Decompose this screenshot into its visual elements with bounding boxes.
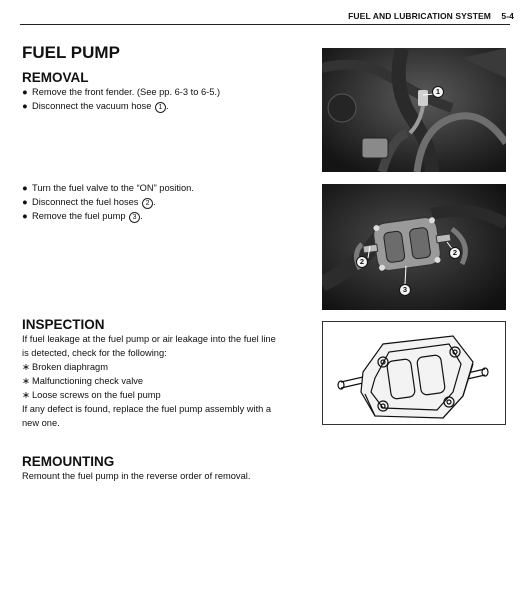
step-text: Remove the front fender. (See pp. 6-3 to 6-5.): [32, 87, 221, 97]
inspection-heading: INSPECTION: [22, 317, 105, 332]
callout-number: 1: [432, 86, 444, 98]
fuel-pump-drawing: [322, 321, 506, 425]
bullet: ●: [22, 101, 28, 111]
paragraph-line: is detected, check for the following:: [22, 348, 167, 358]
check-item: [22, 360, 314, 374]
header-rule: [20, 24, 510, 25]
step-text: Disconnect the vacuum hose: [32, 101, 154, 111]
photo-fuel-pump-installed: [322, 184, 506, 310]
page-title: FUEL PUMP: [22, 43, 120, 62]
photo-vacuum-hose-image: [322, 48, 506, 172]
list-item: ● Disconnect the fuel hoses 2 .: [22, 197, 156, 207]
step-text: Turn the fuel valve to the “ON” position.: [32, 183, 194, 193]
inspection-section: [22, 318, 314, 430]
bullet: ∗: [22, 390, 30, 400]
list-item: [22, 181, 314, 195]
callout-number: 2: [356, 256, 368, 268]
check-text: Loose screws on the fuel pump: [32, 390, 161, 400]
photo-fuel-pump-image: [322, 184, 506, 310]
list-item: ● Remove the fuel pump 3 .: [22, 211, 143, 221]
page-title-block: [22, 43, 314, 63]
ref-number: 2: [142, 198, 153, 209]
check-text: Malfunctioning check valve: [32, 376, 144, 386]
bullet: ●: [22, 87, 28, 97]
callout-number: 2: [449, 247, 461, 259]
bullet: ∗: [22, 376, 30, 386]
paragraph-line: Remount the fuel pump in the reverse order of removal.: [22, 471, 251, 481]
ref-number: 3: [129, 212, 140, 223]
photo-vacuum-hose: [322, 48, 506, 172]
remounting-heading: REMOUNTING: [22, 454, 115, 469]
header-section-title: FUEL AND LUBRICATION SYSTEM: [348, 11, 491, 21]
bullet: ●: [22, 211, 28, 221]
removal-heading: REMOVAL: [22, 70, 89, 85]
callout-number: 3: [399, 284, 411, 296]
paragraph-line: If fuel leakage at the fuel pump or air leakage into the fuel line: [22, 334, 276, 344]
paragraph-line: new one.: [22, 418, 60, 428]
removal-section: [22, 71, 314, 113]
check-item: [22, 388, 314, 402]
step-text: Disconnect the fuel hoses: [32, 197, 142, 207]
paragraph-line: If any defect is found, replace the fuel pump assembly with a: [22, 404, 272, 414]
bullet: ●: [22, 183, 28, 193]
fuel-pump-line-drawing: [323, 322, 505, 424]
removal-steps-continued: [22, 181, 314, 223]
bullet: ∗: [22, 362, 30, 372]
list-item: [22, 85, 314, 99]
step-text: Remove the fuel pump: [32, 211, 129, 221]
header-page-number: 5-4: [501, 11, 514, 21]
check-item: [22, 374, 314, 388]
list-item: ● Disconnect the vacuum hose 1 .: [22, 101, 169, 111]
ref-number: 1: [155, 102, 166, 113]
remounting-section: [22, 455, 314, 483]
check-text: Broken diaphragm: [32, 362, 108, 372]
bullet: ●: [22, 197, 28, 207]
running-header: [348, 11, 514, 21]
